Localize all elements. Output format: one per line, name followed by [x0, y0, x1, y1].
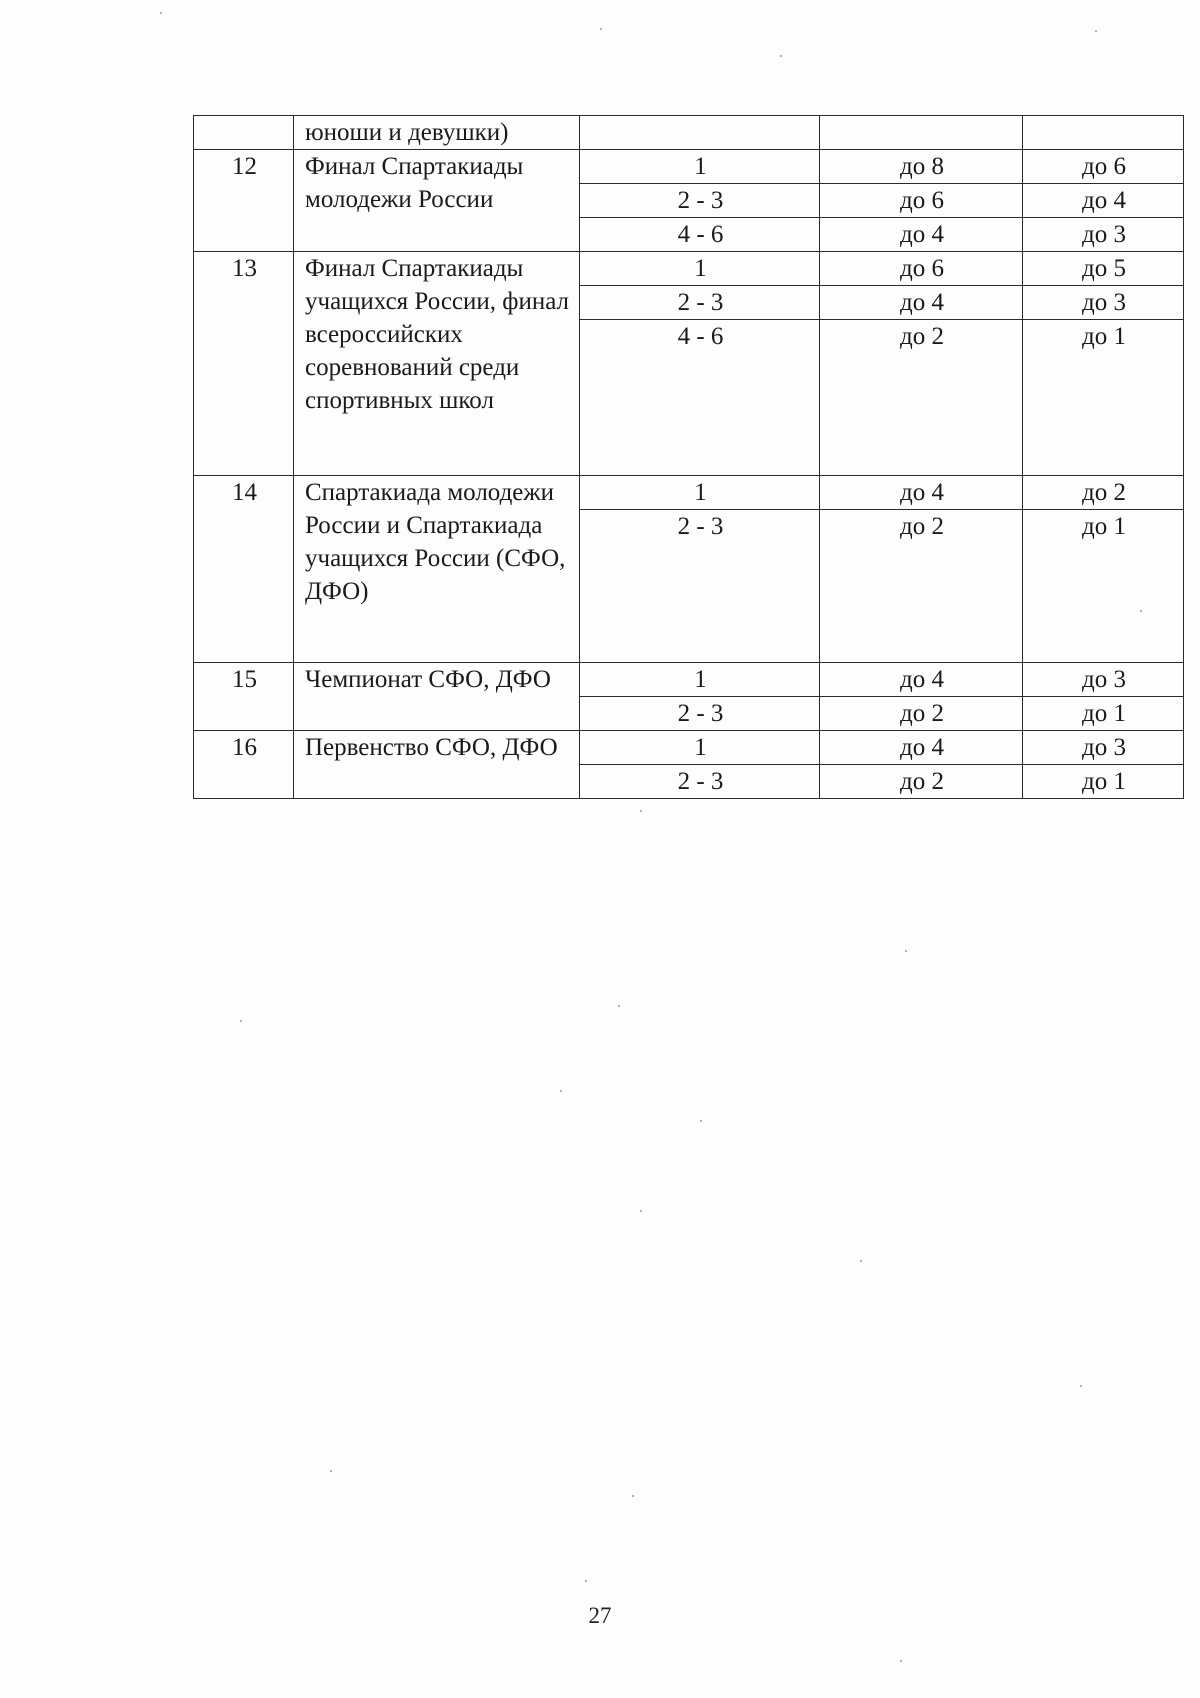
place-cell: 1: [580, 731, 820, 765]
quota-cell-1: до 2: [820, 320, 1023, 476]
row-number-cell: 15: [194, 663, 294, 731]
quota-cell-2: до 4: [1023, 184, 1184, 218]
quota-cell-1: до 4: [820, 476, 1023, 510]
place-cell: 2 - 3: [580, 286, 820, 320]
quota-cell-1: до 4: [820, 218, 1023, 252]
quota-cell-2: до 3: [1023, 218, 1184, 252]
quota-table-body: [194, 116, 1184, 799]
scan-speck: [640, 1210, 642, 1212]
quota-cell-2: до 3: [1023, 286, 1184, 320]
competition-name-cell: Первенство СФО, ДФО: [294, 731, 580, 799]
row-number-cell: 14: [194, 476, 294, 663]
quota-cell-1: до 2: [820, 765, 1023, 799]
quota-cell-2: до 3: [1023, 731, 1184, 765]
competition-name-cell: Финал Спартакиады молодежи России: [294, 150, 580, 252]
place-cell: 1: [580, 663, 820, 697]
table-row: [194, 150, 1184, 184]
place-cell: 1: [580, 150, 820, 184]
place-cell: 2 - 3: [580, 697, 820, 731]
scan-speck: [1140, 610, 1142, 612]
place-cell: [580, 116, 820, 150]
quota-cell-2: до 5: [1023, 252, 1184, 286]
competition-name-cell: Чемпионат СФО, ДФО: [294, 663, 580, 731]
quota-cell-1: до 4: [820, 286, 1023, 320]
quota-cell-1: [820, 116, 1023, 150]
scan-speck: [585, 1580, 587, 1582]
competition-name-cell: юноши и девушки): [294, 116, 580, 150]
competition-name-cell: Спартакиада молодежи России и Спартакиада учащихся России (СФО, ДФО): [294, 476, 580, 663]
place-cell: 2 - 3: [580, 510, 820, 663]
scan-speck: [1095, 30, 1097, 32]
quota-cell-1: до 6: [820, 184, 1023, 218]
place-cell: 1: [580, 252, 820, 286]
place-cell: 4 - 6: [580, 218, 820, 252]
quota-cell-1: до 4: [820, 663, 1023, 697]
quota-cell-2: [1023, 116, 1184, 150]
scan-speck: [560, 1090, 562, 1092]
scan-speck: [632, 1495, 634, 1497]
quota-cell-1: до 4: [820, 731, 1023, 765]
quota-cell-1: до 8: [820, 150, 1023, 184]
scan-speck: [160, 12, 162, 14]
competition-name-cell: Финал Спартакиады учащихся России, финал всероссийских соревнований среди спортивных школ: [294, 252, 580, 476]
scan-speck: [330, 1470, 332, 1472]
scan-speck: [600, 28, 602, 30]
quota-cell-2: до 1: [1023, 765, 1184, 799]
quota-cell-1: до 2: [820, 510, 1023, 663]
row-number-cell: 13: [194, 252, 294, 476]
quota-cell-2: до 3: [1023, 663, 1184, 697]
scan-speck: [618, 1005, 620, 1007]
scan-speck: [900, 1660, 902, 1662]
place-cell: 2 - 3: [580, 184, 820, 218]
place-cell: 1: [580, 476, 820, 510]
quota-table: [193, 115, 1184, 799]
quota-cell-1: до 6: [820, 252, 1023, 286]
scan-speck: [700, 1120, 702, 1122]
scan-speck: [780, 55, 782, 57]
page-number: 27: [588, 1603, 612, 1628]
quota-cell-2: до 6: [1023, 150, 1184, 184]
quota-cell-1: до 2: [820, 697, 1023, 731]
quota-cell-2: до 2: [1023, 476, 1184, 510]
place-cell: 4 - 6: [580, 320, 820, 476]
table-row: [194, 663, 1184, 697]
table-row: [194, 476, 1184, 510]
quota-cell-2: до 1: [1023, 697, 1184, 731]
table-row: [194, 116, 1184, 150]
row-number-cell: 16: [194, 731, 294, 799]
scan-speck: [640, 810, 642, 812]
row-number-cell: [194, 116, 294, 150]
table-row: [194, 731, 1184, 765]
scan-speck: [240, 1020, 242, 1022]
scan-speck: [860, 1260, 862, 1262]
row-number-cell: 12: [194, 150, 294, 252]
place-cell: 2 - 3: [580, 765, 820, 799]
quota-cell-2: до 1: [1023, 320, 1184, 476]
scan-speck: [1080, 1385, 1082, 1387]
scan-speck: [905, 950, 907, 952]
table-row: [194, 252, 1184, 286]
quota-cell-2: до 1: [1023, 510, 1184, 663]
